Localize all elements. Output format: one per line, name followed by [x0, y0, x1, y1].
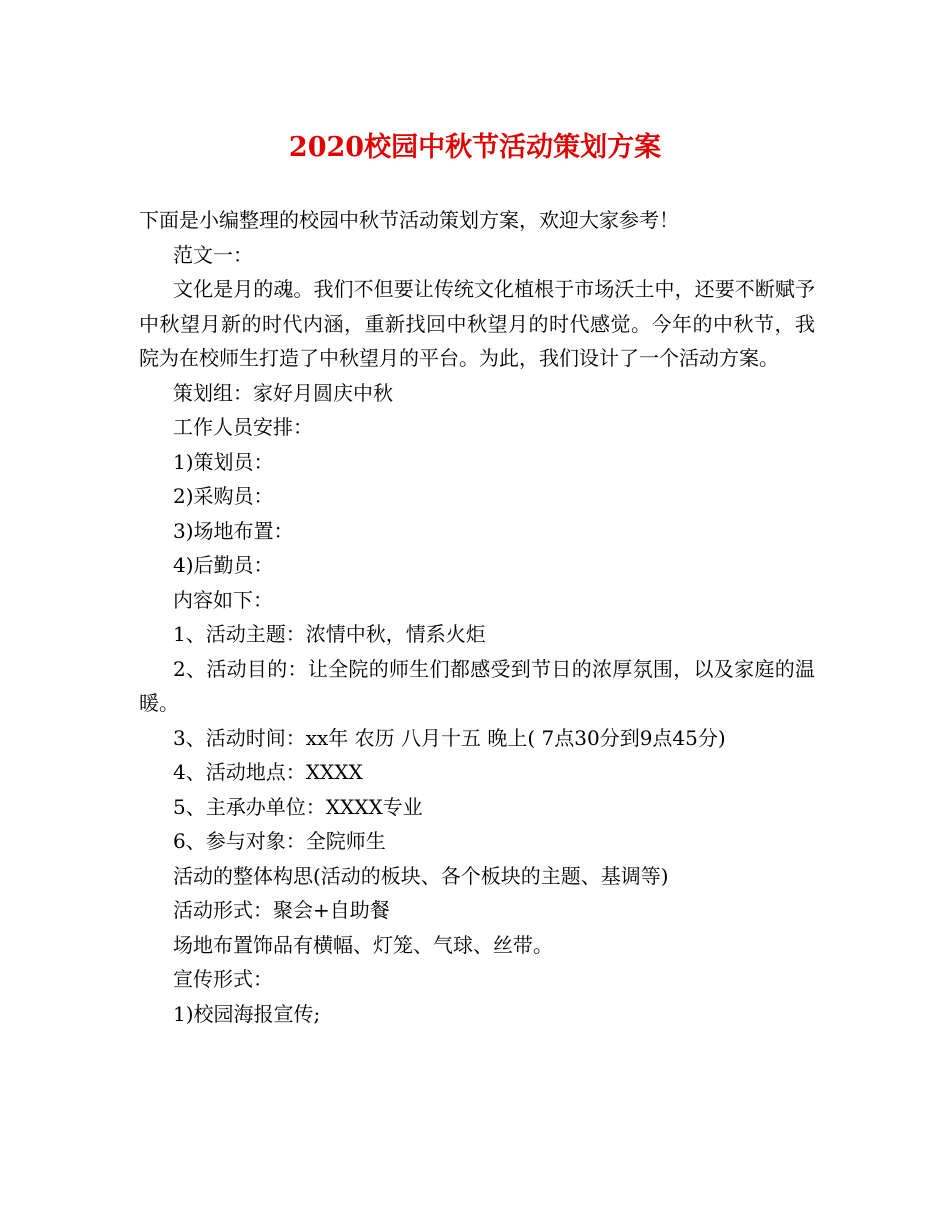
paragraph: 1)策划员： — [173, 449, 274, 474]
paragraph: 宣传形式： — [173, 967, 273, 991]
paragraph: 6、参与对象：全院师生 — [173, 829, 386, 853]
paragraph: 范文一： — [173, 242, 253, 267]
document-title: 2020校园中秋节活动策划方案 — [288, 132, 662, 163]
paragraph: 4、活动地点：XXXX — [173, 760, 363, 784]
paragraph: 2)采购员： — [173, 484, 274, 508]
paragraph: 内容如下： — [173, 587, 273, 612]
paragraph: 1)校园海报宣传; — [173, 1001, 321, 1026]
paragraph: 3、活动时间：xx年 农历 八月十五 晚上( 7点30分到9点45分) — [173, 725, 726, 750]
paragraph: 下面是小编整理的校园中秋节活动策划方案，欢迎大家参考！ — [139, 208, 679, 232]
paragraph: 文化是月的魂。我们不但要让传统文化植根于市场沃土中，还要不断赋予中秋望月新的时代内涵，重新找回中秋望月的时代感觉。今年的中秋节，我院为在校师生打造了中秋望月的平台。为此，我们设计了一个活动方案。 — [139, 277, 815, 370]
paragraph: 2、活动目的：让全院的师生们都感受到节日的浓厚氛围，以及家庭的温暖。 — [139, 656, 815, 715]
paragraph: 策划组：家好月圆庆中秋 — [173, 380, 393, 405]
paragraph: 1、活动主题：浓情中秋，情系火炬 — [173, 622, 486, 646]
paragraph: 场地布置饰品有横幅、灯笼、气球、丝带。 — [173, 932, 553, 957]
paragraph: 活动形式：聚会+自助餐 — [173, 898, 390, 922]
paragraph: 活动的整体构思(活动的板块、各个板块的主题、基调等) — [173, 863, 669, 888]
paragraph: 5、主承办单位：XXXX专业 — [173, 794, 423, 819]
paragraph: 3)场地布置： — [173, 518, 294, 543]
paragraph: 工作人员安排： — [173, 415, 313, 439]
paragraph: 4)后勤员： — [173, 553, 274, 577]
document-body — [139, 203, 815, 1031]
